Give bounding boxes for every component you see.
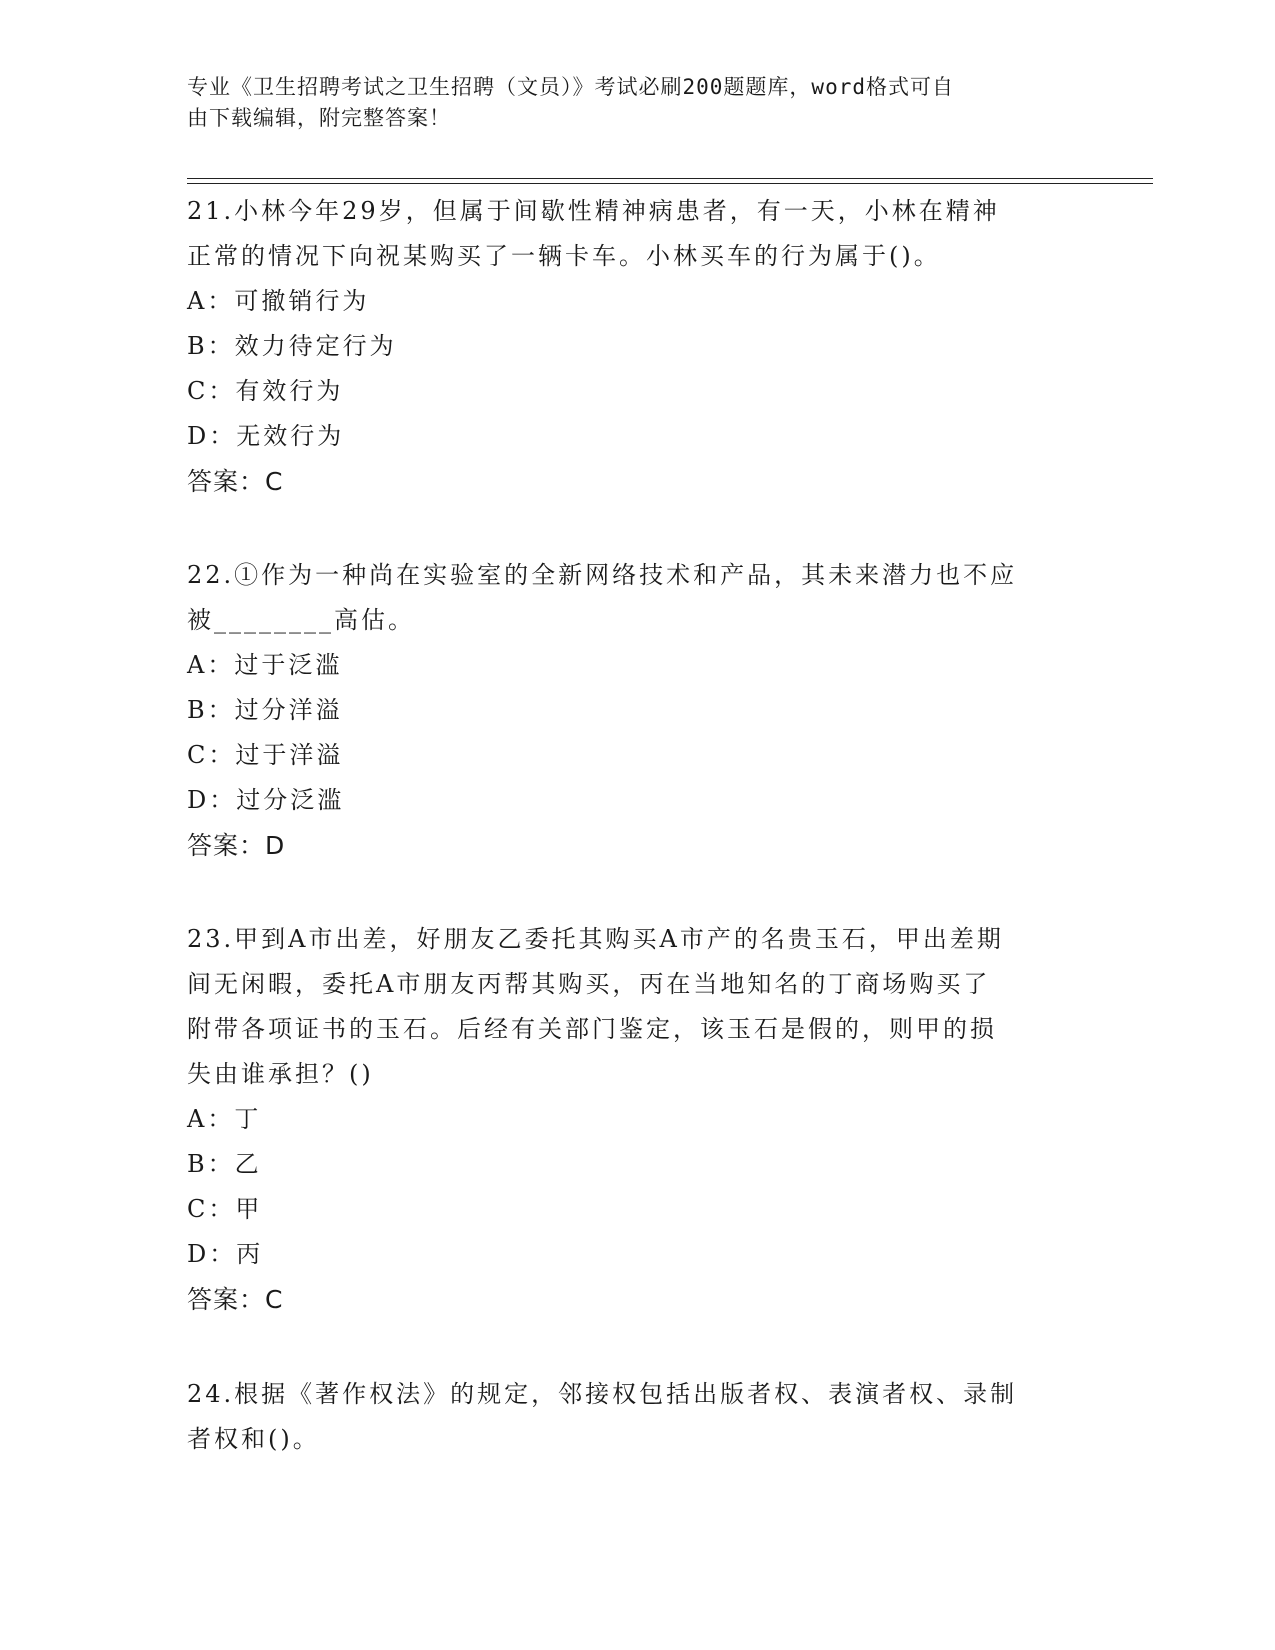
question-stem-line: 21.小林今年29岁，但属于间歇性精神病患者，有一天，小林在精神 (187, 197, 1000, 225)
option-a: A：可撤销行为 (187, 287, 370, 315)
option-d: D：无效行为 (187, 422, 345, 450)
question-stem-line: 正常的情况下向祝某购买了一辆卡车。小林买车的行为属于()。 (187, 242, 941, 270)
question-stem-line: 24.根据《著作权法》的规定，邻接权包括出版者权、表演者权、录制 (187, 1380, 1018, 1408)
question-24 (187, 1372, 1067, 1462)
question-stem-line: 间无闲暇，委托A市朋友丙帮其购买，丙在当地知名的丁商场购买了 (187, 970, 991, 998)
question-22 (187, 553, 1067, 868)
option-c: C：有效行为 (187, 377, 344, 405)
option-b: B：过分洋溢 (187, 696, 343, 724)
option-d: D：丙 (187, 1240, 264, 1268)
option-d: D：过分泛滥 (187, 786, 345, 814)
question-stem-line: 22.①作为一种尚在实验室的全新网络技术和产品，其未来潜力也不应 (187, 561, 1018, 589)
question-stem-line: 附带各项证书的玉石。后经有关部门鉴定，该玉石是假的，则甲的损 (187, 1015, 997, 1043)
option-a: A：丁 (187, 1105, 262, 1133)
header-divider-bottom (187, 183, 1153, 184)
question-23 (187, 917, 1067, 1322)
question-stem-line: 者权和()。 (187, 1425, 320, 1453)
option-b: B：效力待定行为 (187, 332, 397, 360)
option-a: A：过于泛滥 (187, 651, 343, 679)
header-line-2: 由下载编辑，附完整答案！ (187, 106, 451, 130)
answer: 答案：C (187, 467, 284, 496)
option-b: B：乙 (187, 1150, 262, 1178)
question-stem-line: 失由谁承担？() (187, 1060, 374, 1088)
option-c: C：甲 (187, 1195, 263, 1223)
header-line-1: 专业《卫生招聘考试之卫生招聘（文员）》考试必刷200题题库，word格式可自 (187, 75, 954, 99)
question-stem-line: 23.甲到A市出差，好朋友乙委托其购买A市产的名贵玉石，甲出差期 (187, 925, 1004, 953)
header-divider-top (187, 178, 1153, 179)
option-c: C：过于洋溢 (187, 741, 344, 769)
answer: 答案：C (187, 1285, 284, 1314)
document-header (187, 72, 1067, 134)
question-stem-line: 被________高估。 (187, 606, 415, 634)
answer: 答案：D (187, 831, 286, 860)
question-21 (187, 189, 1067, 504)
